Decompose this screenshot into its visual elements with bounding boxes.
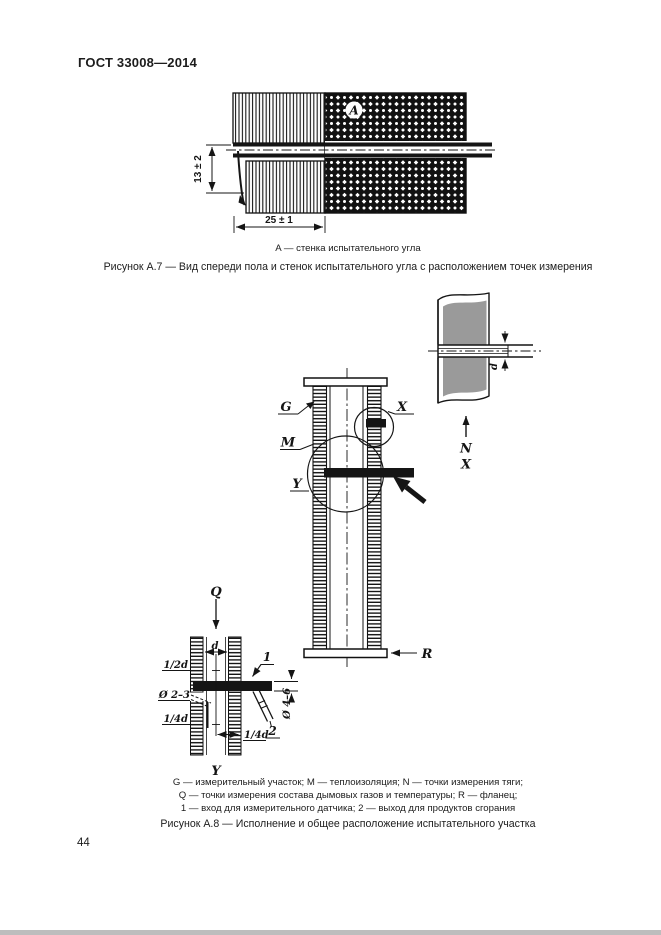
view-y-letter: Y	[211, 764, 221, 779]
label-y-group	[290, 477, 309, 492]
dim-height-label: 13 ± 2	[193, 155, 204, 183]
tube-upper-wall	[233, 143, 492, 147]
dim-quarter-d-label: 1/4d	[163, 714, 188, 725]
figure-a8-detail-n	[428, 293, 541, 473]
figure-a8-legend-line2: Q — точки измерения состава дымовых газов и температуры; R — фланец;	[178, 790, 518, 801]
figure-a7-legend: A — стенка испытательного угла	[275, 243, 421, 254]
bottom-flange	[304, 649, 387, 658]
sensor-wire	[238, 151, 245, 205]
dim-width-label: 25 ± 1	[265, 215, 293, 226]
floor-upper-block	[233, 93, 325, 143]
probe-bar	[324, 468, 414, 478]
dim-d-detail-label: d	[489, 363, 500, 370]
detail-y-label: Y	[292, 477, 302, 492]
left-insulated-wall	[313, 386, 327, 649]
figure-a8-legend-line1: G — измерительный участок; M — теплоизоляция; N — точки измерения тяги;	[172, 777, 524, 788]
dim-quarter-d2-label: 1/4d	[244, 730, 269, 741]
detail-x-label: X	[396, 400, 408, 415]
insulation-label: M	[280, 435, 296, 451]
label-x-group	[388, 400, 414, 415]
wall-label-a: A	[349, 103, 359, 118]
figure-a7-caption: Рисунок А.7 — Вид спереди пола и стенок испытательного угла с расположением точек измерения	[103, 260, 593, 273]
figure-a8-detail-y	[158, 585, 298, 779]
item-1-group	[253, 650, 275, 677]
dim-hole-label: Ø 2–3	[158, 690, 190, 701]
dimension-25-1	[234, 215, 325, 233]
item-1-label: 1	[262, 650, 272, 664]
figure-a8-main-view	[278, 368, 433, 668]
flange-label: R	[421, 647, 433, 662]
item-2-label: 2	[268, 724, 277, 738]
label-g-group	[278, 400, 315, 415]
dim-d-duct-label: d	[211, 641, 219, 652]
page-bottom-edge	[0, 930, 661, 935]
figure-a8-caption: Рисунок А.8 — Исполнение и общее расположение испытательного участка	[160, 817, 536, 830]
floor-lower-block	[246, 161, 325, 213]
measuring-section-label: G	[280, 400, 292, 415]
dimension-d-duct	[205, 641, 227, 652]
view-x-letter: X	[460, 457, 472, 473]
draught-tap-mark	[366, 419, 386, 428]
tube-lower-wall	[233, 154, 492, 158]
sampling-point-label: Q	[210, 585, 222, 600]
figure-a7-drawing	[193, 93, 497, 233]
dimension-probe	[274, 671, 298, 720]
dim-half-d-label: 1/2d	[163, 660, 188, 671]
dimension-13-2	[193, 145, 244, 193]
flow-arrow-shaft	[406, 487, 425, 502]
label-r-group	[391, 647, 433, 662]
detail-probe-bar	[193, 681, 272, 691]
draught-point-label: N	[460, 441, 472, 457]
dim-probe-label: Ø 4–6	[282, 687, 293, 719]
figure-a8-legend-line3: 1 — вход для измерительного датчика; 2 — выход для продуктов сгорания	[180, 803, 516, 814]
label-m-group	[280, 436, 314, 451]
page-number: 44	[77, 837, 90, 849]
top-flange	[304, 378, 387, 386]
standard-number: ГОСТ 33008—2014	[78, 55, 197, 70]
detail-right-wall	[229, 637, 242, 755]
